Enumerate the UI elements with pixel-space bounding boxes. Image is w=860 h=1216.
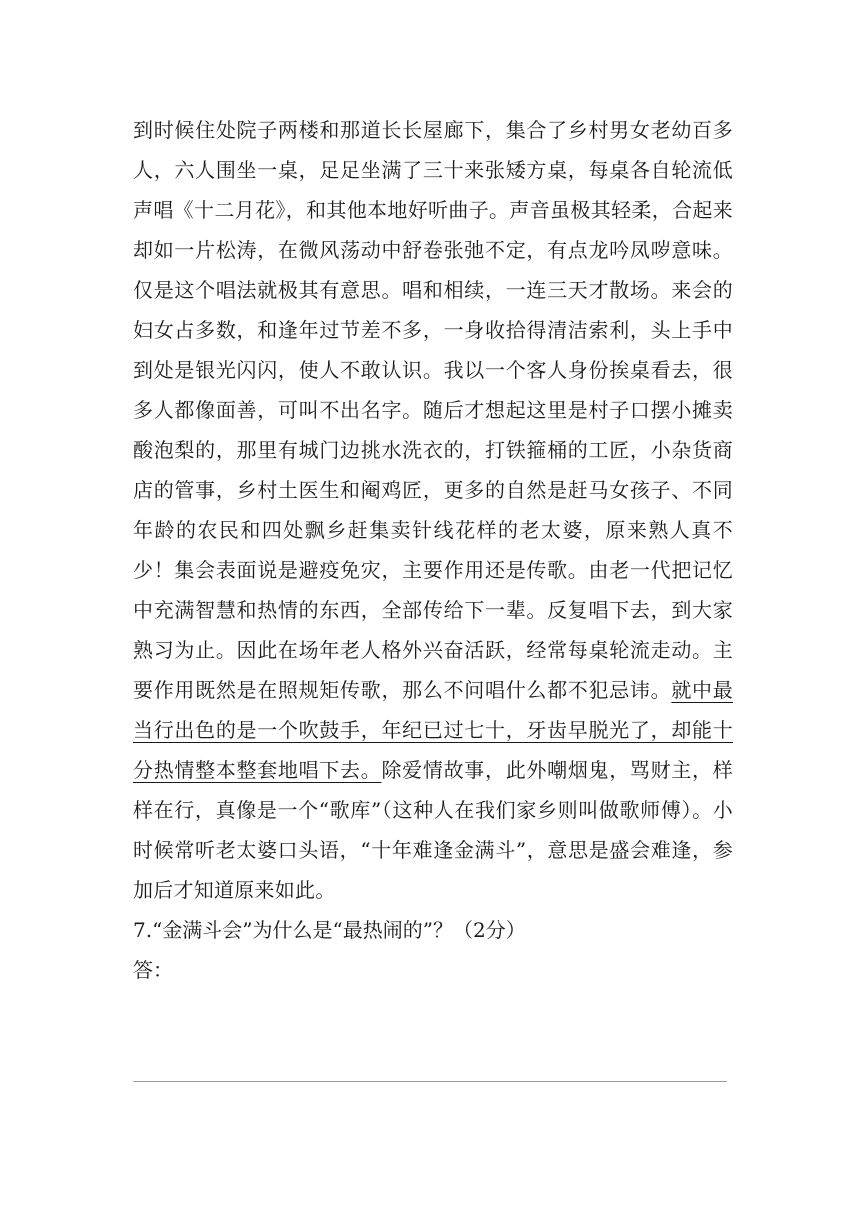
passage-text-continued: 除爱情故事，此外嘲烟鬼，骂财主，样样在行，真像是一个“歌库”（这种人在我们家乡则叫做歌师傅）。小时候常听老太婆口头语，“十年难逢金满斗”，意思是盛会难逢，参加后才知道原来如此。 <box>133 758 734 902</box>
underlined-sentence: 就中最当行出色的是一个吹鼓手，年纪已过七十，牙齿早脱光了，却能十分热情整本整套地唱下去。 <box>133 678 734 782</box>
answer-line[interactable] <box>133 1081 727 1082</box>
question-7: 7.“金满斗会”为什么是“最热闹的”？（2分） <box>133 918 526 942</box>
answer-label: 答： <box>133 958 173 982</box>
document-page <box>133 110 733 990</box>
passage-paragraph <box>133 110 733 910</box>
passage-text: 到时候住处院子两楼和那道长长屋廊下，集合了乡村男女老幼百多人，六人围坐一桌，足足坐满了三十来张矮方桌，每桌各自轮流低声唱《十二月花》，和其他本地好听曲子。声音虽极其轻柔，合起来却如一片松涛，在微风荡动中舒卷张弛不定，有点龙吟凤哕意味。仅是这个唱法就极其有意思。唱和相续，一连三天才散场。来会的妇女占多数，和逢年过节差不多，一身收拾得清洁索利，头上手中到处是银光闪闪，使人不敢认识。我以一个客人身份挨桌看去，很多人都像面善，可叫不出名字。随后才想起这里是村子口摆小摊卖酸泡梨的，那里有城门边挑水洗衣的，打铁箍桶的工匠，小杂货商店的管事，乡村土医生和阉鸡匠，更多的自然是赶马女孩子、不同年龄的农民和四处飘乡赶集卖针线花样的老太婆，原来熟人真不少！集会表面说是避疫免灾，主要作用还是传歌。由老一代把记忆中充满智慧和热情的东西，全部传给下一辈。反复唱下去，到大家熟习为止。因此在场年老人格外兴奋活跃，经常每桌轮流走动。主要作用既然是在照规矩传歌，那么不问唱什么都不犯忌讳。 <box>133 118 733 702</box>
